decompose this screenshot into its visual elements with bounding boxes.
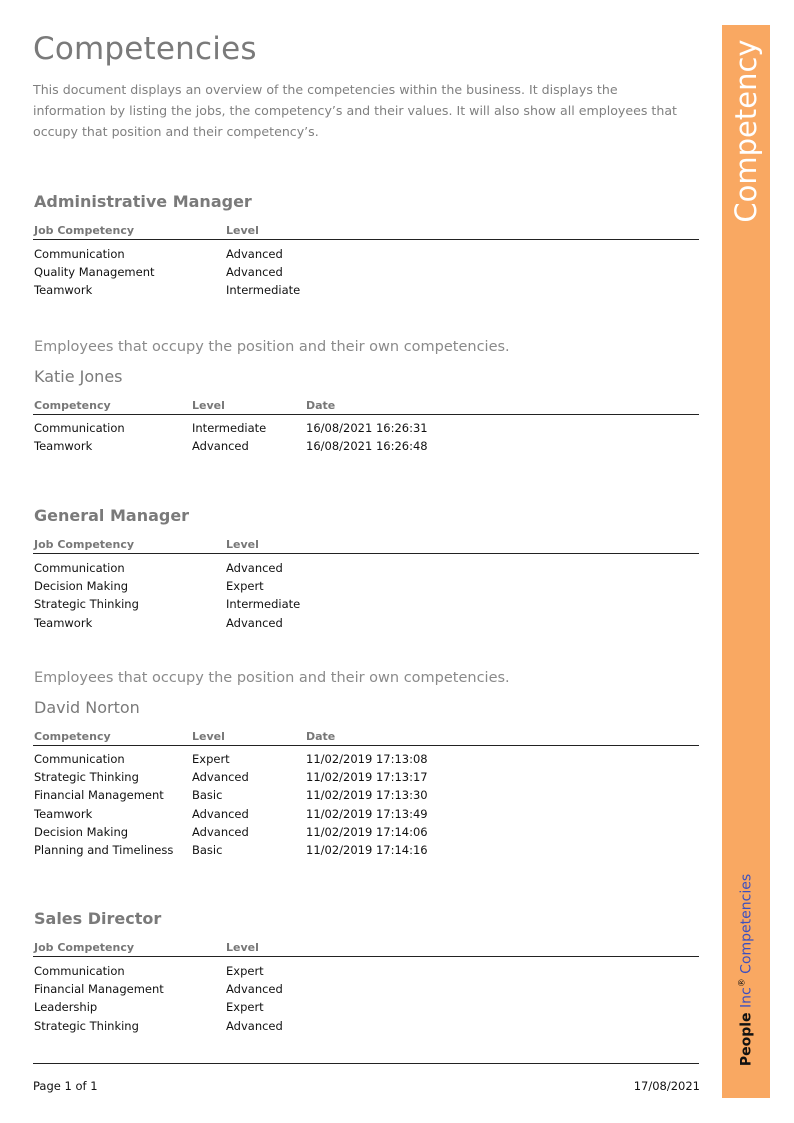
job-competency-table-general-manager	[33, 538, 699, 634]
table-row	[33, 825, 699, 843]
competency-level: Advanced	[226, 247, 283, 261]
competency-name: Decision Making	[34, 579, 129, 594]
table-header	[33, 538, 699, 554]
table-row	[33, 1000, 699, 1018]
competency-level: Advanced	[192, 439, 249, 454]
table-header	[33, 941, 699, 957]
competency-level: Advanced	[226, 982, 283, 997]
competency-level: Expert	[226, 964, 264, 978]
table-row	[33, 421, 699, 439]
column-header-competency: Competency	[34, 730, 111, 743]
table-row	[33, 807, 699, 825]
competency-name: Planning and Timeliness	[34, 842, 174, 857]
competency-level: Intermediate	[192, 421, 267, 435]
table-row	[33, 439, 699, 457]
employees-heading: Employees that occupy the position and their own competencies.	[34, 670, 510, 686]
competency-date: 11/02/2019 17:14:06	[306, 824, 428, 839]
competency-name: Teamwork	[34, 615, 93, 630]
competency-name: Communication	[34, 421, 125, 435]
employee-competency-table-katie-jones	[33, 399, 699, 457]
competency-date: 11/02/2019 17:13:30	[306, 788, 428, 803]
table-row	[33, 964, 699, 982]
employee-name-katie-jones: Katie Jones	[34, 367, 123, 386]
competency-date: 11/02/2019 17:13:08	[306, 752, 428, 766]
column-header-level: Level	[226, 941, 259, 954]
brand-text	[738, 874, 755, 1066]
competency-level: Basic	[192, 842, 223, 857]
job-title-sales-director: Sales Director	[34, 909, 162, 928]
competency-level: Advanced	[226, 615, 283, 630]
competency-name: Teamwork	[34, 806, 93, 821]
page-title: Competencies	[33, 31, 257, 67]
job-competency-table-administrative-manager	[33, 224, 699, 302]
brand-people: People	[738, 1012, 755, 1067]
competency-level: Advanced	[226, 1018, 283, 1033]
table-row	[33, 788, 699, 806]
sidebar-title-text: Competency	[729, 39, 763, 223]
competency-name: Strategic Thinking	[34, 1018, 139, 1033]
competency-level: Intermediate	[226, 597, 301, 612]
table-row	[33, 265, 699, 283]
competency-date: 16/08/2021 16:26:31	[306, 421, 428, 435]
competency-date: 11/02/2019 17:13:17	[306, 770, 428, 785]
column-header-job-competency: Job Competency	[34, 224, 135, 237]
competency-level: Advanced	[226, 265, 283, 280]
competency-level: Expert	[192, 752, 230, 766]
brand-inc: Inc	[738, 987, 755, 1008]
column-header-date: Date	[306, 399, 336, 412]
column-header-level: Level	[192, 399, 225, 412]
table-header	[33, 730, 699, 746]
competency-level: Intermediate	[226, 283, 301, 298]
competency-name: Teamwork	[34, 439, 93, 454]
sidebar-title	[722, 25, 770, 240]
page-number: Page 1 of 1	[33, 1079, 98, 1093]
column-header-competency: Competency	[34, 399, 111, 412]
job-title-administrative-manager: Administrative Manager	[34, 192, 252, 211]
competency-level: Advanced	[226, 561, 283, 575]
column-header-level: Level	[226, 224, 259, 237]
competency-level: Advanced	[192, 824, 249, 839]
competency-name: Communication	[34, 964, 125, 978]
table-row	[33, 752, 699, 770]
table-row	[33, 247, 699, 265]
employee-name-david-norton: David Norton	[34, 698, 140, 717]
competency-name: Leadership	[34, 1000, 98, 1015]
competency-date: 16/08/2021 16:26:48	[306, 439, 428, 454]
competency-name: Financial Management	[34, 982, 164, 997]
competency-name: Decision Making	[34, 824, 129, 839]
table-row	[33, 1019, 699, 1037]
table-header	[33, 224, 699, 240]
brand-suffix: Competencies	[738, 873, 755, 979]
column-header-job-competency: Job Competency	[34, 941, 135, 954]
intro-paragraph: This document displays an overview of the competencies within the business. It displays the information by listing the jobs, the competency’s and their values. It will also show all employees that occupy that position and their competency’s.	[33, 82, 677, 139]
job-title-general-manager: General Manager	[34, 506, 190, 525]
column-header-date: Date	[306, 730, 336, 743]
competency-level: Expert	[226, 579, 264, 594]
table-row	[33, 561, 699, 579]
employee-competency-table-david-norton	[33, 730, 699, 861]
employees-heading: Employees that occupy the position and their own competencies.	[34, 339, 510, 355]
table-row	[33, 579, 699, 597]
brand-registered-mark: ®	[737, 978, 748, 988]
sidebar-band	[722, 25, 770, 1098]
column-header-level: Level	[226, 538, 259, 551]
column-header-level: Level	[192, 730, 225, 743]
competency-name: Strategic Thinking	[34, 770, 139, 785]
footer-divider	[33, 1063, 699, 1064]
table-header	[33, 399, 699, 415]
competency-level: Expert	[226, 1000, 264, 1015]
competency-name: Communication	[34, 752, 125, 766]
job-competency-table-sales-director	[33, 941, 699, 1037]
competency-name: Communication	[34, 247, 125, 261]
competency-level: Advanced	[192, 806, 249, 821]
competency-name: Quality Management	[34, 265, 155, 280]
competency-level: Basic	[192, 788, 223, 803]
competency-name: Teamwork	[34, 283, 93, 298]
table-row	[33, 770, 699, 788]
brand-logo	[722, 870, 770, 1070]
table-row	[33, 597, 699, 615]
table-row	[33, 982, 699, 1000]
table-row	[33, 616, 699, 634]
footer-date: 17/08/2021	[633, 1079, 700, 1093]
column-header-job-competency: Job Competency	[34, 538, 135, 551]
competency-name: Financial Management	[34, 788, 164, 803]
competency-name: Strategic Thinking	[34, 597, 139, 612]
competency-date: 11/02/2019 17:13:49	[306, 806, 428, 821]
competency-name: Communication	[34, 561, 125, 575]
competency-date: 11/02/2019 17:14:16	[306, 842, 428, 857]
competency-level: Advanced	[192, 770, 249, 785]
table-row	[33, 283, 699, 301]
table-row	[33, 843, 699, 861]
